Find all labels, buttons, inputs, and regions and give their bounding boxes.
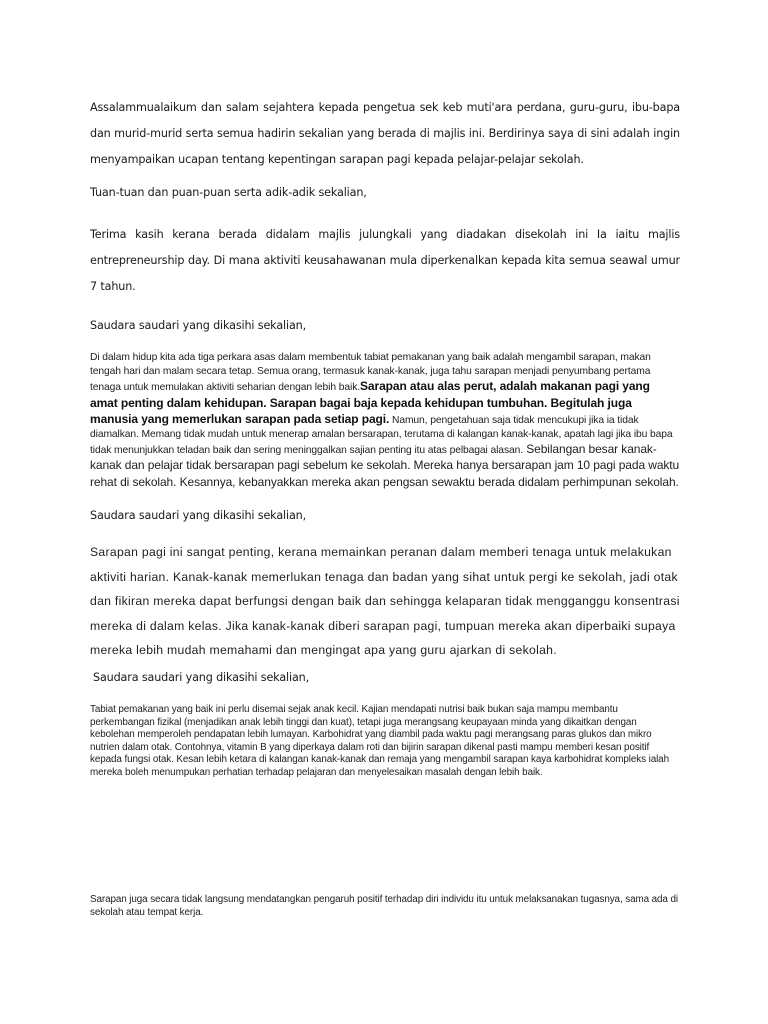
importance-paragraph: Sarapan pagi ini sangat penting, kerana memainkan peranan dalam memberi tenaga untuk melakukan aktiviti harian. Kanak-kanak memerlukan tenaga dan badan yang sihat untuk pergi ke sekolah, jadi otak dan fikiran mereka dapat berfungsi dengan baik dan sehingga kelaparan tidak mengganggu konsentrasi mereka di dalam kelas. Jika kanak-kanak diberi sarapan pagi, tumpuan mereka akan diperbaiki supaya mereka lebih mudah memahami dan mengingat apa yang guru ajarkan di sekolah. [90,545,680,657]
habits-ending-text: Sebilangan besar kanak-kanak dan pelajar tidak bersarapan pagi sebelum ke sekolah. Mereka hanya bersarapan jam 10 pagi pada waktu rehat di sekolah. Kesannya, kebanyakkan mereka akan pengsan sewaktu berada didalam perhimpunan sekolah. [90,442,680,489]
closing-paragraph: Sarapan juga secara tidak langsung mendatangkan pengaruh positif terhadap diri individu itu untuk melaksanakan tugasnya, sama ada di sekolah atau tempat kerja. [90,894,678,918]
opening-paragraph: Assalammualaikum dan salam sejahtera kepada pengetua sek keb muti'ara perdana, guru-guru, ibu-bapa dan murid-murid serta semua hadirin sekalian yang berada di majlis ini. Berdirinya saya di sini adalah ingin menyampaikan ucapan tentang kepentingan sarapan pagi kepada pelajar-pelajar sekolah. [90,101,680,166]
greeting-audience: Tuan-tuan dan puan-puan serta adik-adik sekalian, [90,186,367,199]
thanks-paragraph: Terima kasih kerana berada didalam majlis julungkali yang diadakan disekolah ini Ia iaitu majlis entrepreneurship day. Di mana aktiviti keusahawanan mula diperkenalkan kepada kita semua seawal umur 7 tahun. [90,228,680,293]
greeting-heading: Saudara saudari yang dikasihi sekalian, [90,319,306,332]
greeting-heading: Saudara saudari yang dikasihi sekalian, [90,509,306,522]
nutrition-paragraph: Tabiat pemakanan yang baik ini perlu disemai sejak anak kecil. Kajian mendapati nutrisi baik bukan saja mampu membantu perkembangan fizikal (menjadikan anak lebih tinggi dan kuat), tetapi juga merangsang keupayaan minda yang dikaitkan dengan kebolehan memperoleh pendapatan lebih lumayan. Karbohidrat yang diambil pada waktu pagi merangsang paras glukos dan mikro nutrien dalam otak. Contohnya, vitamin B yang diperkaya dalam roti dan bijirin sarapan dikenal pasti mampu memberi kesan positif kepada fungsi otak. Kesan lebih ketara di kalangan kanak-kanak dan remaja yang mengambil sarapan kaya karbohidrat kompleks ialah mereka boleh menumpukan perhatian terhadap pelajaran dan menyelesaikan masalah dengan lebih baik. [90,704,669,778]
habits-middle-text: Namun, pengetahuan saja tidak mencukupi jika ia tidak diamalkan. Memang tidak mudah untuk menerap amalan bersarapan, terutama di kalangan kanak-kanak, apatah lagi jika ibu bapa tidak menunjukkan teladan baik dan sering meninggalkan sajian penting itu atas pelbagai alasan. [90,414,673,457]
habits-intro-text: Di dalam hidup kita ada tiga perkara asas dalam membentuk tabiat pemakanan yang baik adalah mengambil sarapan, makan tengah hari dan malam secara tetap. Semua orang, termasuk kanak-kanak, juga tahu sarapan menjadi penyumbang pertama tenaga untuk memulakan aktiviti seharian dengan lebih baik. [90,352,651,394]
habits-emphasis-text: Sarapan atau alas perut, adalah makanan pagi yang amat penting dalam kehidupan. Sarapan bagai baja kepada kehidupan tumbuhan. Begitulah juga manusia yang memerlukan sarapan pada setiap pagi. [90,379,650,426]
greeting-heading: Saudara saudari yang dikasihi sekalian, [93,671,309,684]
habits-paragraph [90,351,680,491]
